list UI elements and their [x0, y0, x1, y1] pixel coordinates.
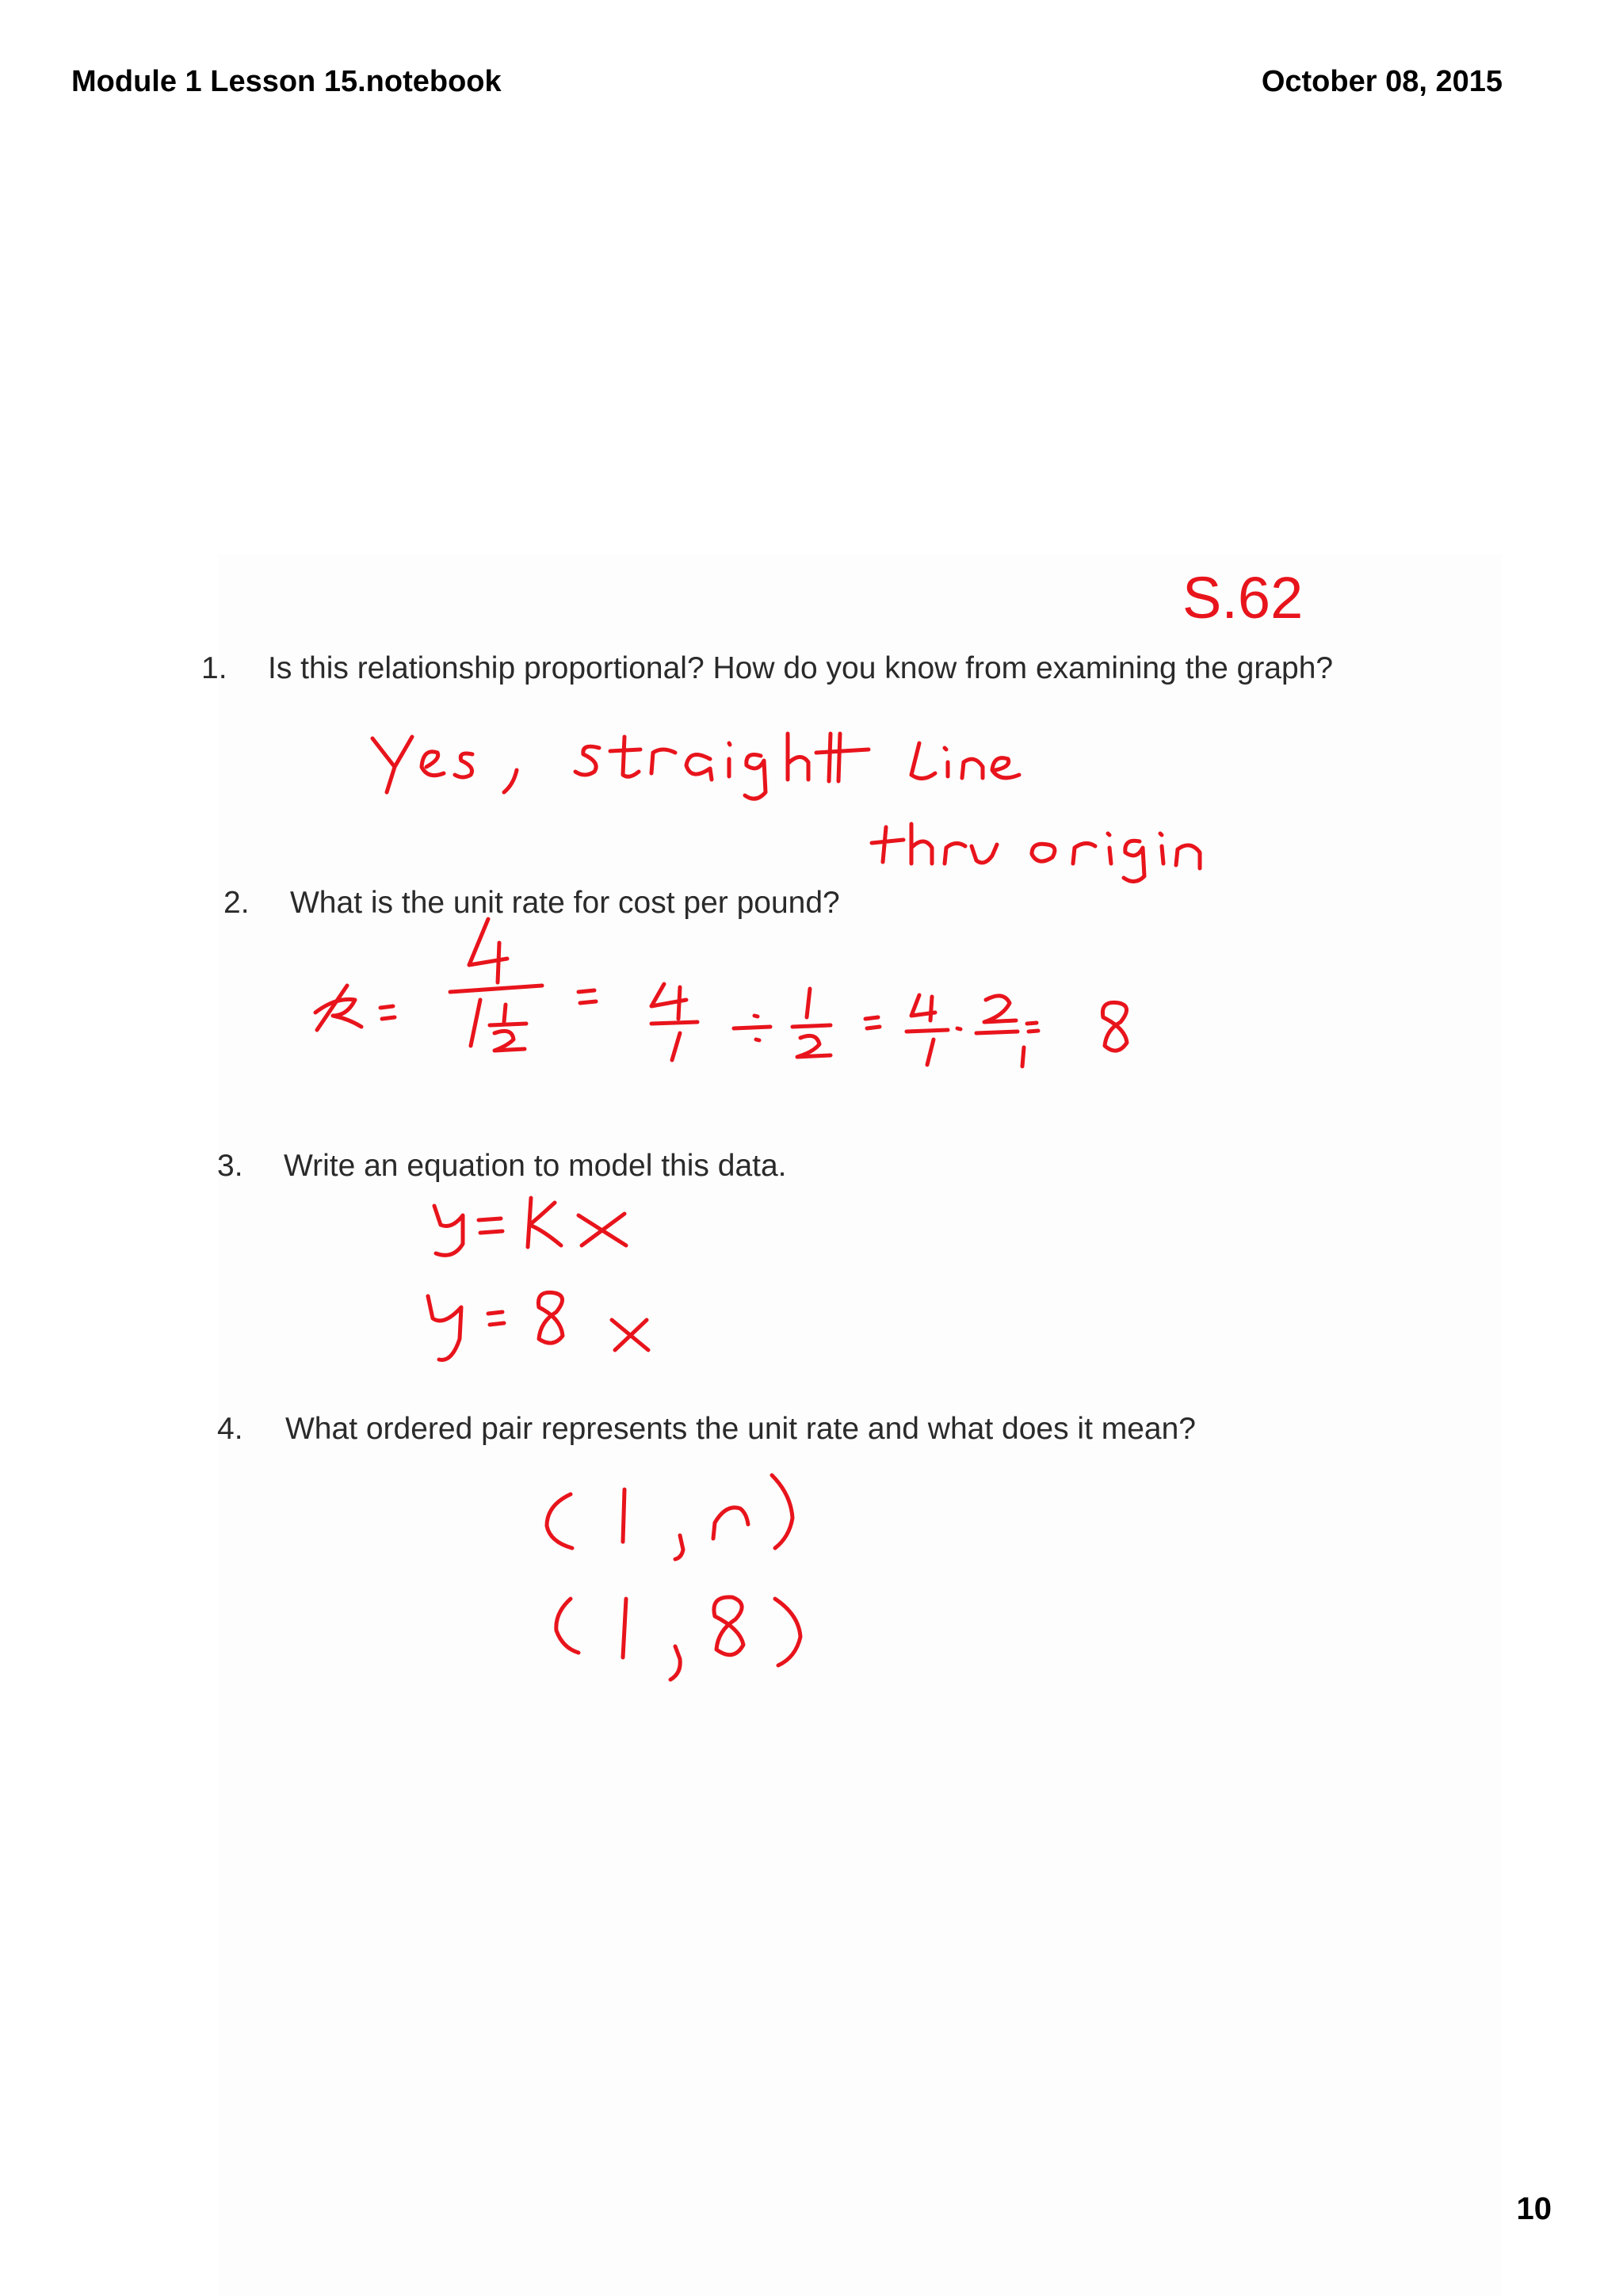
handwritten-answer-4-line-1 [547, 1475, 792, 1559]
question-number: 2. [223, 886, 250, 920]
handwritten-answer-1-line-2 [872, 824, 1200, 882]
question-text: Is this relationship proportional? How do you know from examining the graph? [268, 651, 1334, 685]
handwritten-answer-3-line-1 [434, 1198, 626, 1255]
question-number: 3. [217, 1149, 243, 1183]
question-text: What is the unit rate for cost per pound? [290, 886, 840, 920]
page-number: 10 [1516, 2191, 1552, 2226]
handwritten-answer-4-line-2 [556, 1597, 800, 1680]
handwritten-answer-1-line-1 [372, 734, 1019, 799]
question-number: 4. [217, 1412, 243, 1446]
question-text: Write an equation to model this data. [284, 1149, 787, 1183]
question-number: 1. [201, 651, 227, 685]
handwritten-answer-3-line-2 [428, 1292, 648, 1360]
page-date: October 08, 2015 [1261, 65, 1503, 98]
slide-label: S.62 [1182, 565, 1304, 631]
question-text: What ordered pair represents the unit rate and what does it mean? [285, 1412, 1196, 1446]
handwritten-answer-2 [315, 919, 1127, 1066]
notebook-title: Module 1 Lesson 15.notebook [71, 65, 502, 98]
